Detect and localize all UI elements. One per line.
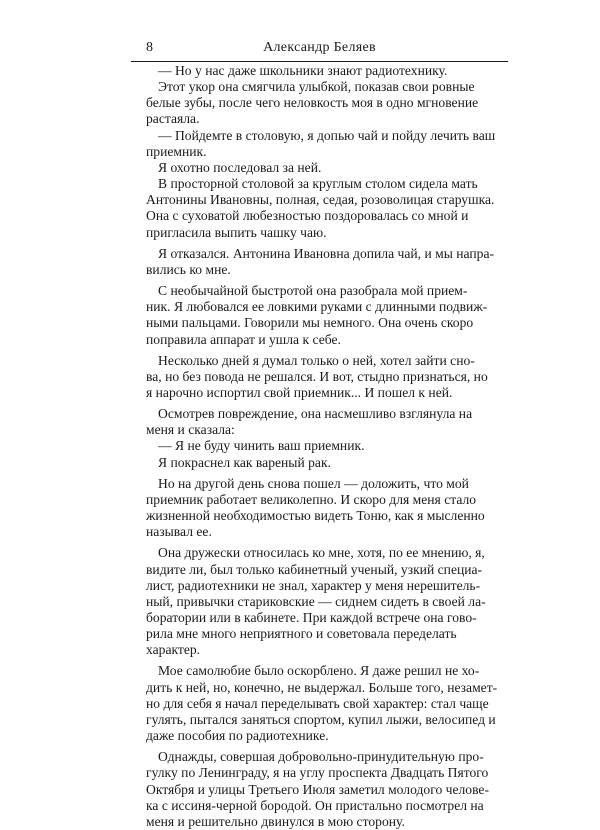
text-line: вились ко мне. [146, 261, 231, 277]
text-line: ный, привычки стариковские — сиднем сидеть в своей ла- [146, 593, 486, 609]
paragraph [146, 79, 510, 127]
text-line: Она с суховатой любезностью поздоровалась со мной и [146, 208, 469, 224]
text-line: Но на другой день снова пошел — доложить, что мой [158, 475, 469, 491]
paragraph [146, 663, 510, 744]
text-line: Я отказался. Антонина Ивановна допила чай, и мы напра- [158, 245, 495, 261]
text-line: боратории или в кабинете. При каждой встрече она гово- [146, 610, 477, 625]
text-line: меня и решительно двинулся в мою сторону. [146, 813, 405, 829]
text-line: — Я не буду чинить ваш приемник. [158, 438, 365, 454]
text-line: белые зубы, после чего неловкость моя в одно мгновение [146, 95, 479, 111]
text-line: дить к ней, но, конечно, не выдержал. Больше того, незамет- [146, 679, 498, 695]
page-number: 8 [146, 40, 153, 55]
text-line: — Но у нас даже школьники знают радиотехнику. [158, 63, 448, 78]
text-line: ка с иссиня-черной бородой. Он пристально посмотрел на [146, 797, 484, 813]
running-header [131, 40, 508, 60]
paragraph [146, 63, 510, 79]
text-line: я нарочно испортил свой приемник... И пошел к ней. [146, 384, 453, 400]
paragraph [146, 246, 510, 278]
text-line: приемник работает великолепно. И скоро для меня стало [146, 491, 477, 507]
text-line: даже пособия по радиотехнике. [146, 728, 329, 744]
text-line: Однажды, совершая добровольно-принудительную про- [158, 749, 484, 765]
text-line: Осмотрев повреждение, она насмешливо взглянула на [158, 406, 473, 422]
paragraph [146, 438, 510, 454]
text-line: называл ее. [146, 524, 212, 540]
text-line: Я охотно последовал за ней. [158, 159, 322, 175]
paragraph [146, 476, 510, 541]
body-text [146, 63, 510, 830]
paragraph [146, 455, 510, 471]
text-line: В просторной столовой за круглым столом сидела мать [158, 176, 478, 192]
paragraph [146, 128, 510, 160]
paragraph [146, 545, 510, 658]
text-line: лист, радиотехники не знал, характер у меня нерешитель- [146, 577, 481, 593]
text-line: меня и сказала: [146, 422, 235, 438]
text-line: Несколько дней я думал только о ней, хотел зайти сно- [158, 352, 475, 368]
paragraph [146, 160, 510, 176]
text-line: приемник. [146, 143, 207, 159]
text-line: пригласила выпить чашку чаю. [146, 224, 327, 240]
paragraph [146, 406, 510, 438]
text-line: Этот укор она смягчила улыбкой, показав свои ровные [158, 79, 475, 95]
paragraph [146, 749, 510, 830]
paragraph [146, 176, 510, 241]
header-rule [131, 61, 508, 62]
text-line: характер. [146, 642, 201, 658]
text-line: Я покраснел как вареный рак. [158, 454, 331, 470]
text-line: Мое самолюбие было оскорблено. Я даже решил не хо- [158, 663, 480, 679]
text-line: ными пальцами. Говорили мы немного. Она очень скоро [146, 315, 474, 331]
text-line: видите ли, был только кабинетный ученый, узкий специа- [146, 561, 483, 577]
text-line: гулять, пытался заняться спортом, купил лыжи, велосипед и [146, 711, 496, 727]
text-line: растаяла. [146, 111, 200, 127]
text-line: но для себя я начал переделывать свой характер: стал чаще [146, 695, 489, 711]
text-line: поправила аппарат и ушла к себе. [146, 331, 341, 347]
text-line: гулку по Ленинграду, я на углу проспекта Двадцать Пятого [146, 765, 489, 781]
text-line: — Пойдемте в столовую, я допью чай и пойду лечить ваш [158, 127, 496, 143]
text-line: Антонины Ивановны, полная, седая, розоволицая старушка. [146, 192, 495, 208]
text-line: Она дружески относилась ко мне, хотя, по ее мнению, я, [158, 545, 485, 561]
text-line: жизненной необходимостью видеть Тоню, как я мысленно [146, 508, 485, 524]
text-line: рила мне много неприятного и советовала переделать [146, 626, 457, 642]
text-line: С необычайной быстротой она разобрала мой прием- [158, 283, 468, 299]
running-title-author: Александр Беляев [263, 40, 376, 55]
text-line: ва, но без повода не решался. И вот, стыдно признаться, но [146, 368, 488, 384]
paragraph [146, 353, 510, 401]
text-line: Октября и улицы Третьего Июля заметил молодого челове- [146, 781, 489, 797]
paragraph [146, 283, 510, 348]
text-line: ник. Я любовался ее ловкими руками с длинными подвиж- [146, 299, 488, 315]
